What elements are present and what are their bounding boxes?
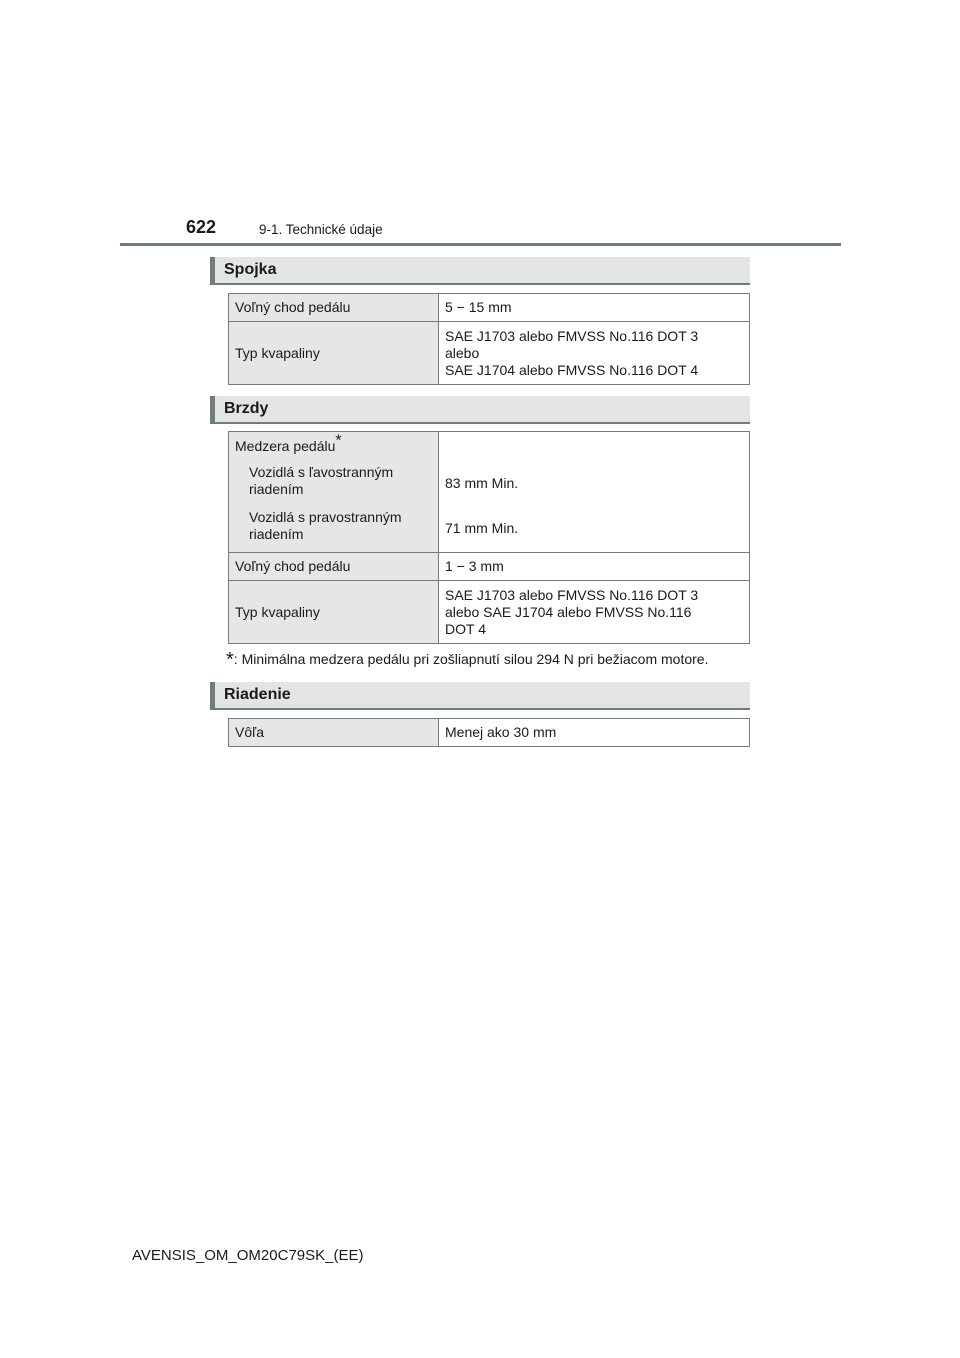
spojka-fluid-type-value — [439, 322, 750, 385]
spojka-fluid-line: SAE J1704 alebo FMVSS No.116 DOT 4 — [445, 361, 699, 378]
brzdy-fluid-type-value — [439, 581, 750, 644]
section-heading-spojka — [210, 257, 750, 285]
spojka-fluid-line: SAE J1703 alebo FMVSS No.116 DOT 3 — [445, 327, 699, 344]
brzdy-pedal-clearance-label — [235, 432, 432, 455]
brzdy-pedal-clearance-values — [439, 432, 750, 553]
footnote-marker: * — [335, 432, 342, 450]
page-number: 622 — [186, 217, 217, 237]
pedal-clearance-text: Medzera pedálu — [235, 438, 336, 454]
section-heading-riadenie — [210, 682, 750, 710]
spojka-fluid-line: alebo — [445, 344, 480, 361]
brzdy-lhd-label: Vozidlá s ľavostranným riadením — [249, 464, 394, 497]
chapter-title: 9-1. Technické údaje — [259, 222, 383, 237]
table-row — [229, 294, 750, 322]
spojka-fluid-type-label: Typ kvapaliny — [229, 322, 439, 385]
brzdy-pedal-free-play-label: Voľný chod pedálu — [229, 553, 439, 581]
spojka-pedal-free-play-value: 5 − 15 mm — [439, 294, 750, 322]
header-divider — [120, 243, 841, 246]
footnote-star: * — [226, 649, 234, 671]
table-row — [229, 432, 750, 553]
brzdy-pedal-clearance-cell — [229, 432, 439, 553]
footnote-text: : Minimálna medzera pedálu pri zošliapnutí silou 294 N pri bežiacom motore. — [233, 651, 709, 667]
document-code: AVENSIS_OM_OM20C79SK_(EE) — [132, 1247, 364, 1264]
section-title-brzdy: Brzdy — [224, 400, 269, 417]
brzdy-fluid-line: SAE J1703 alebo FMVSS No.116 DOT 3 — [445, 586, 699, 603]
spojka-spec-table — [228, 293, 750, 385]
brzdy-pedal-free-play-value: 1 − 3 mm — [439, 553, 750, 581]
section-heading-brzdy — [210, 396, 750, 424]
riadenie-play-label: Vôľa — [229, 719, 439, 747]
spojka-pedal-free-play-label: Voľný chod pedálu — [229, 294, 439, 322]
riadenie-play-value: Menej ako 30 mm — [439, 719, 750, 747]
brzdy-fluid-type-label: Typ kvapaliny — [229, 581, 439, 644]
brzdy-spec-table — [228, 431, 750, 644]
brzdy-fluid-line: alebo SAE J1704 alebo FMVSS No.116 — [445, 603, 692, 620]
brzdy-lhd-value: 83 mm Min. — [445, 475, 519, 491]
brzdy-fluid-line: DOT 4 — [445, 620, 486, 637]
brzdy-rhd-value: 71 mm Min. — [445, 520, 519, 536]
table-row — [229, 719, 750, 747]
table-row — [229, 581, 750, 644]
brzdy-rhd-label: Vozidlá s pravostranným riadením — [249, 509, 402, 542]
table-row — [229, 322, 750, 385]
section-title-spojka: Spojka — [224, 261, 277, 278]
section-title-riadenie: Riadenie — [224, 686, 291, 703]
table-row — [229, 553, 750, 581]
footnote — [226, 649, 709, 671]
riadenie-spec-table — [228, 718, 750, 747]
